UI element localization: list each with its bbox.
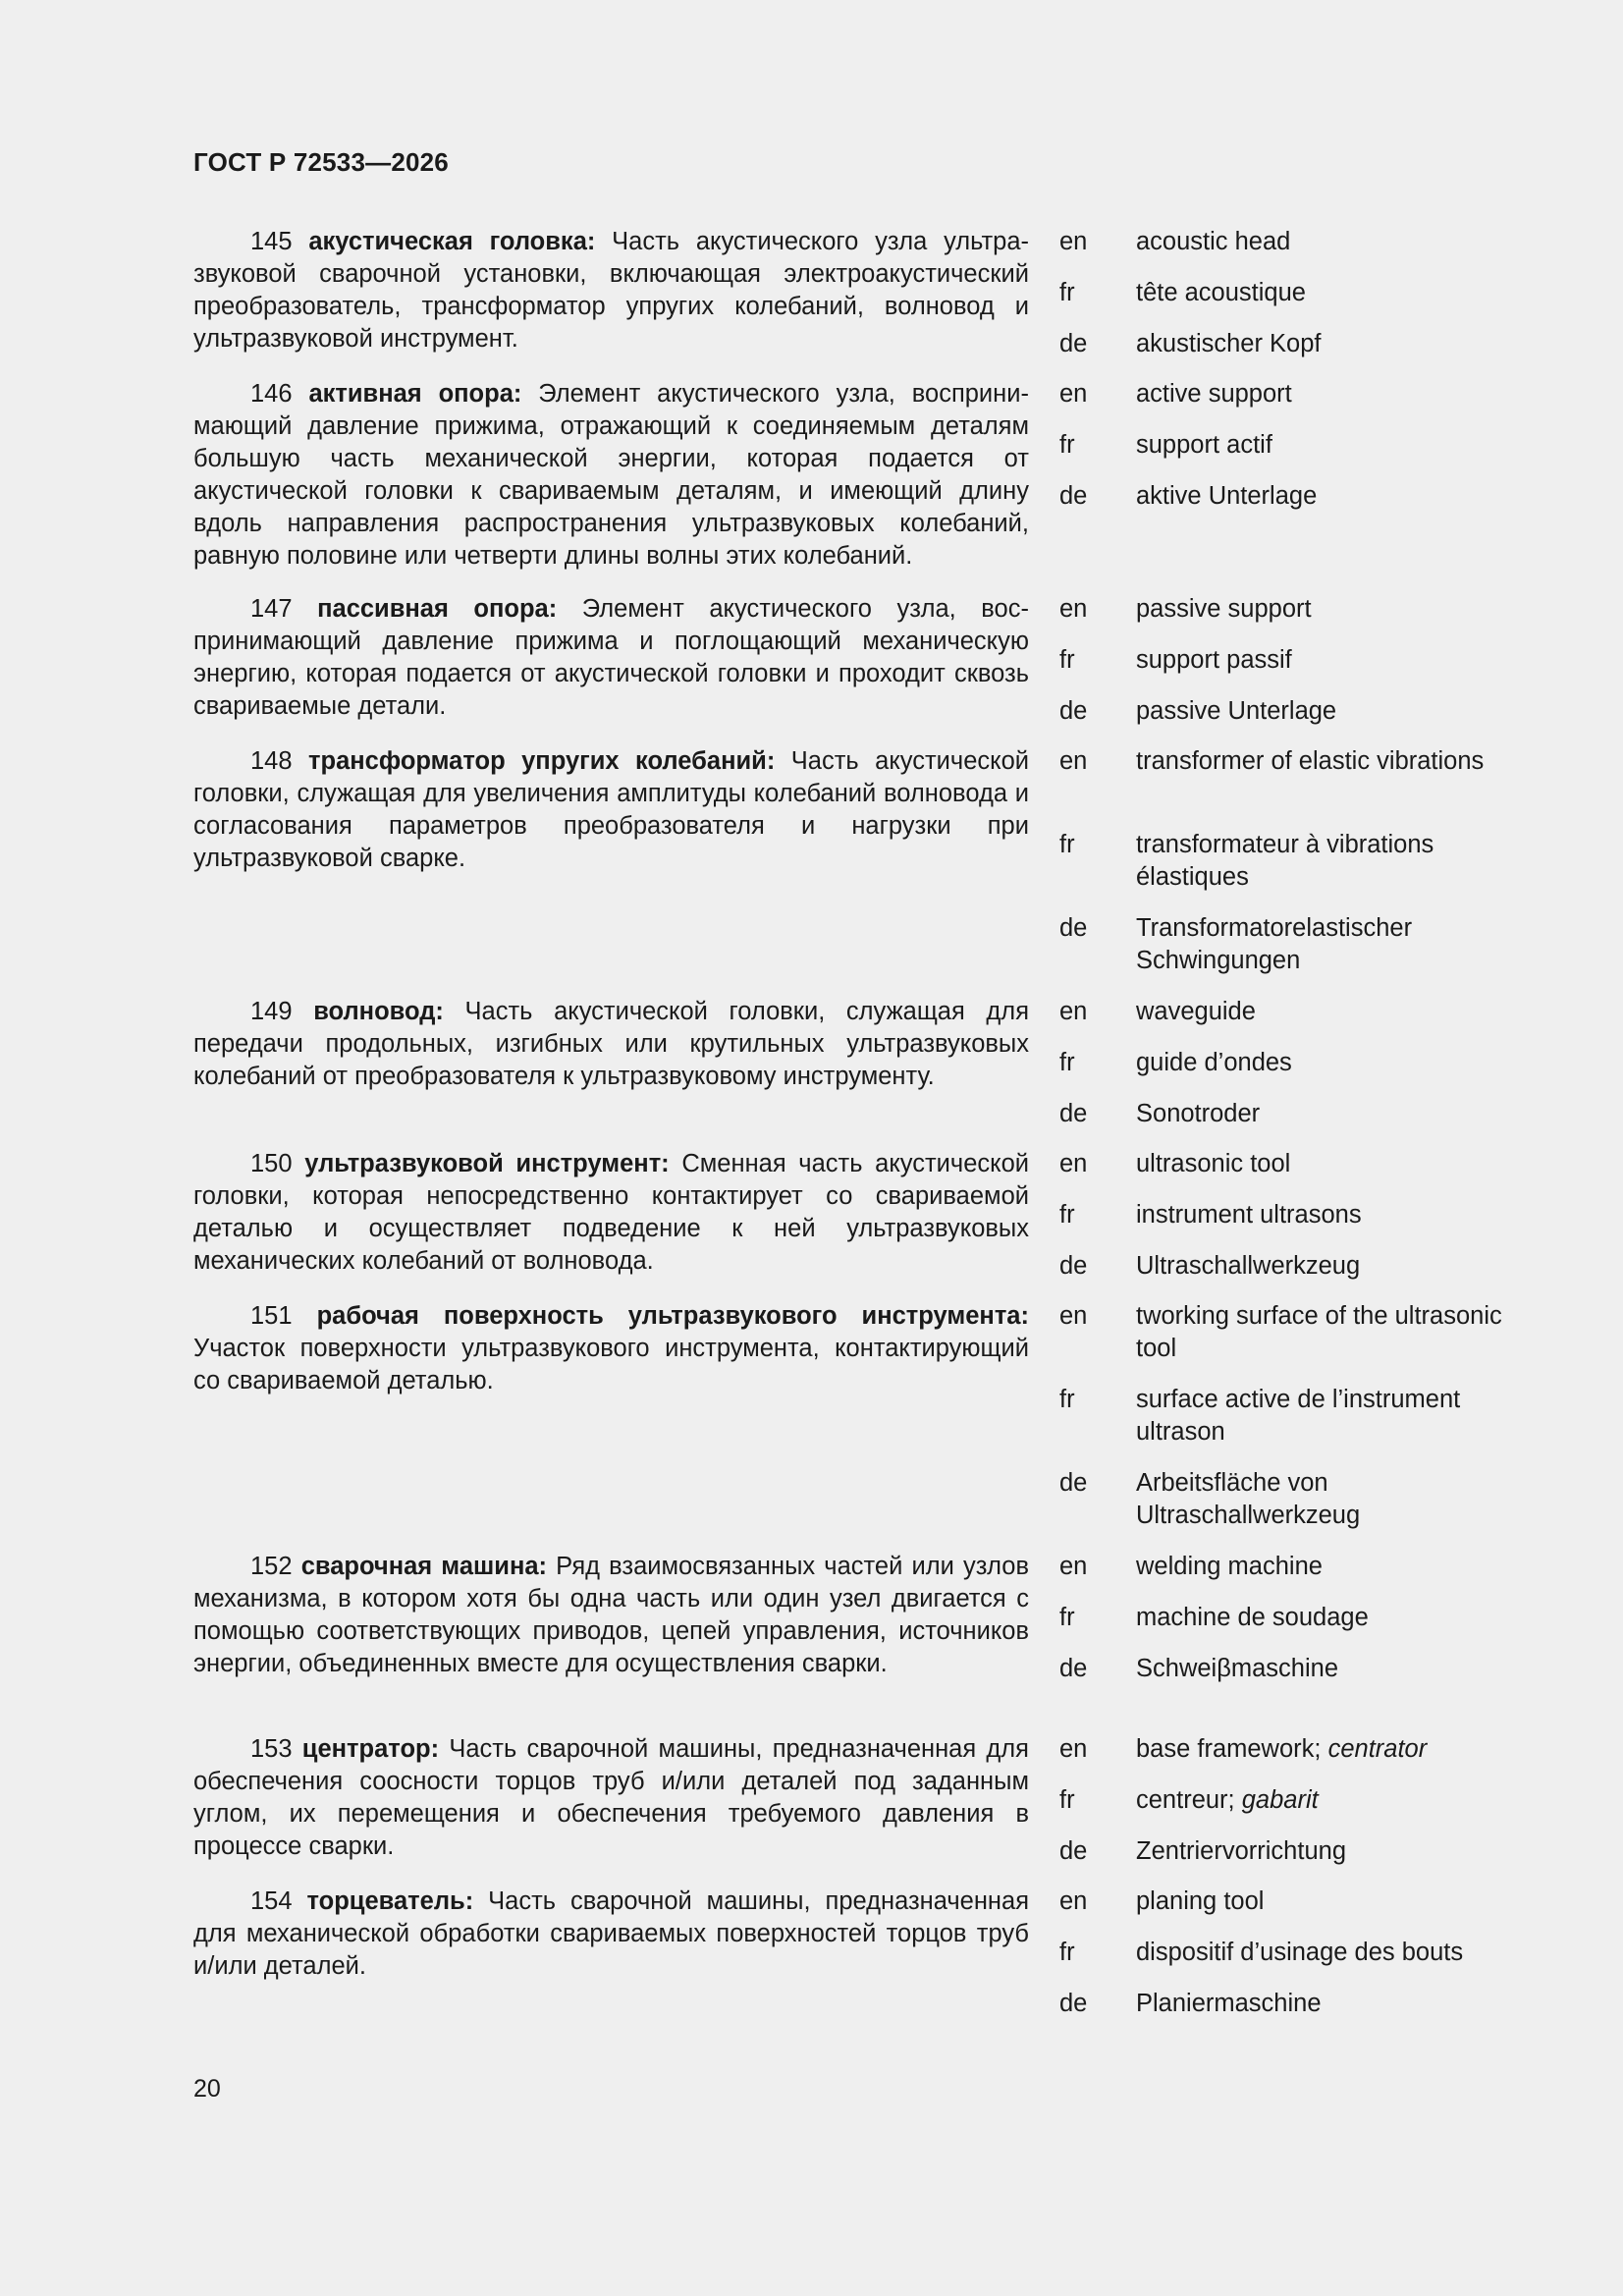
translated-term: Planiermaschine (1136, 1990, 1322, 2017)
translated-term: surface active de l’instrument ultrason (1136, 1386, 1461, 1446)
term-definition-text: Часть сварочной машины, предназначенная для обеспечения соосности торцов труб и/или деталей под заданным углом, их перемещения и обеспечения требуемого давления в процессе сварки. (193, 1735, 1029, 1860)
translated-term: support actif (1136, 431, 1272, 459)
term-definition-ru (193, 593, 1029, 723)
lang-code: en (1059, 1302, 1088, 1330)
translated-term: transformateur à vibrations élastiques (1136, 831, 1434, 891)
lang-code: de (1059, 1837, 1088, 1865)
lang-code: de (1059, 1655, 1088, 1682)
lang-code: en (1059, 1150, 1088, 1177)
term-definition-text: Часть акустической головки, служащая для передачи продольных, изгибных или крутильных ультразвуковых колебаний от преобразователя к ультразвуковому инструменту. (193, 998, 1029, 1090)
term-number: 150 (250, 1150, 293, 1177)
translated-term: instrument ultrasons (1136, 1201, 1362, 1229)
term-definition-ru (193, 226, 1029, 355)
lang-code: en (1059, 1887, 1088, 1915)
term-definition-ru (193, 378, 1029, 573)
term-title: торцеватель: (306, 1887, 474, 1915)
lang-code: en (1059, 380, 1088, 408)
translated-term: guide d’ondes (1136, 1049, 1292, 1076)
translated-term: active support (1136, 380, 1292, 408)
term-definition-text: Сменная часть акустической головки, которая непосредственно контактирует со свариваемой деталью и осуществляет подведение к ней ультразвуковых механических колебаний от волновода. (193, 1150, 1029, 1275)
translated-term: waveguide (1136, 998, 1256, 1025)
translated-term: dispositif d’usinage des bouts (1136, 1939, 1464, 1966)
translated-term: welding machine (1136, 1553, 1323, 1580)
lang-code: en (1059, 747, 1088, 775)
translated-term (1136, 1784, 1519, 1817)
lang-code: en (1059, 595, 1088, 623)
term-definition-text: Часть сварочной машины, предназначенная для механической обработки свариваемых поверхностей торцов труб и/или деталей. (193, 1887, 1030, 1980)
term-number: 146 (250, 380, 293, 408)
lang-code: fr (1059, 1786, 1075, 1814)
translated-term-main: base framework; (1136, 1735, 1322, 1763)
lang-code: fr (1059, 1386, 1075, 1413)
translated-term: passive Unterlage (1136, 697, 1337, 725)
term-title: сварочная машина: (300, 1553, 548, 1580)
translated-term: Transformatorelastischer Schwingungen (1136, 914, 1413, 974)
lang-code: de (1059, 697, 1088, 725)
lang-code: de (1059, 1100, 1088, 1127)
term-definition-ru (193, 1733, 1029, 1863)
lang-code: fr (1059, 646, 1075, 674)
lang-code: fr (1059, 831, 1075, 858)
term-definition-ru (193, 1551, 1029, 1680)
term-number: 148 (250, 747, 293, 775)
term-number: 153 (250, 1735, 293, 1763)
term-number: 147 (250, 595, 293, 623)
translated-term: tête acoustique (1136, 279, 1306, 306)
translated-term: support passif (1136, 646, 1292, 674)
lang-code: en (1059, 228, 1088, 255)
lang-code: de (1059, 1469, 1088, 1497)
translated-term (1136, 1733, 1519, 1766)
lang-code: de (1059, 330, 1088, 357)
term-definition-text: Часть акустической головки, служащая для увеличения амплитуды колебаний волновода и согласования параметров преобразователя и нагрузки при ультразвуковой сварке. (193, 747, 1029, 872)
term-number: 154 (250, 1887, 293, 1915)
term-definition-ru (193, 745, 1029, 875)
lang-code: fr (1059, 431, 1075, 459)
document-header: ГОСТ Р 72533—2026 (193, 147, 449, 177)
term-title: волновод: (313, 998, 444, 1025)
translated-term: acoustic head (1136, 228, 1291, 255)
lang-code: fr (1059, 1939, 1075, 1966)
term-title: пассивная опора: (317, 595, 558, 623)
term-definition-text: Часть акустического узла ультразвуковой сварочной установки, включающая электроакустический преобразователь, трансформатор упругих колебаний, волновод и ультразвуковой инструмент. (193, 228, 1030, 353)
translated-term: ultrasonic tool (1136, 1150, 1291, 1177)
term-definition-text: Участок поверхности ультразвукового инструмента, контактирующий со свариваемой деталью. (193, 1335, 1029, 1394)
translated-term: passive support (1136, 595, 1312, 623)
term-definition-ru (193, 1886, 1029, 1983)
term-number: 151 (250, 1302, 293, 1330)
term-title: акустическая головка: (308, 228, 596, 255)
translated-term-alt: centrator (1327, 1735, 1428, 1763)
lang-code: en (1059, 1553, 1088, 1580)
translated-term: Sonotroder (1136, 1100, 1261, 1127)
term-definition-ru (193, 1300, 1029, 1397)
translated-term-alt: gabarit (1241, 1786, 1319, 1814)
term-number: 149 (250, 998, 293, 1025)
translated-term: Arbeitsfläche von Ultraschallwerkzeug (1136, 1469, 1361, 1529)
translated-term: Ultraschallwerkzeug (1136, 1252, 1361, 1280)
term-title: ультразвуковой инструмент: (304, 1150, 670, 1177)
term-title: центратор: (301, 1735, 440, 1763)
lang-code: de (1059, 482, 1088, 510)
term-title: активная опора: (308, 380, 522, 408)
translated-term: Schweiβmaschine (1136, 1655, 1339, 1682)
term-definition-ru (193, 1148, 1029, 1278)
term-number: 152 (250, 1553, 293, 1580)
translated-term: akustischer Kopf (1136, 330, 1322, 357)
term-title: рабочая поверхность ультразвукового инструмента: (316, 1302, 1029, 1330)
lang-code: fr (1059, 279, 1075, 306)
translated-term-main: centreur; (1136, 1786, 1235, 1814)
lang-code: en (1059, 998, 1088, 1025)
term-definition-text: Ряд взаимосвязанных частей или узлов механизма, в котором хотя бы одна часть или один узел двигается с помощью соответствующих приводов, цепей управления, источников энергии, объединенных вместе для осуществления сварки. (193, 1553, 1030, 1677)
term-definition-ru (193, 996, 1029, 1093)
translated-term: Zentriervorrichtung (1136, 1837, 1346, 1865)
lang-code: fr (1059, 1049, 1075, 1076)
lang-code: fr (1059, 1201, 1075, 1229)
term-title: трансформатор упругих колебаний: (308, 747, 776, 775)
translated-term: transformer of elastic vibrations (1136, 747, 1485, 775)
lang-code: de (1059, 914, 1088, 942)
translated-term: tworking surface of the ultrasonic tool (1136, 1302, 1502, 1362)
term-definition-text: Элемент акустического узла, воспринимающий давление прижима и поглощающий механическую энергию, которая подается от акустической головки и проходит сквозь свариваемые детали. (193, 595, 1029, 720)
term-number: 145 (250, 228, 293, 255)
lang-code: de (1059, 1990, 1088, 2017)
translated-term: planing tool (1136, 1887, 1265, 1915)
lang-code: de (1059, 1252, 1088, 1280)
lang-code: fr (1059, 1604, 1075, 1631)
term-definition-text: Элемент акустического узла, воспринимающий давление прижима, отражающий к соединяемым деталям большую часть механической энергии, которая подается от акустической головки к свариваемым деталям, и имеющий длину вдоль направления распространения ультразвуковых колебаний, равную половине или четверти длины волны этих колебаний. (193, 380, 1029, 570)
lang-code: en (1059, 1735, 1088, 1763)
translated-term: aktive Unterlage (1136, 482, 1318, 510)
page-number: 20 (193, 2075, 221, 2103)
translated-term: machine de soudage (1136, 1604, 1369, 1631)
